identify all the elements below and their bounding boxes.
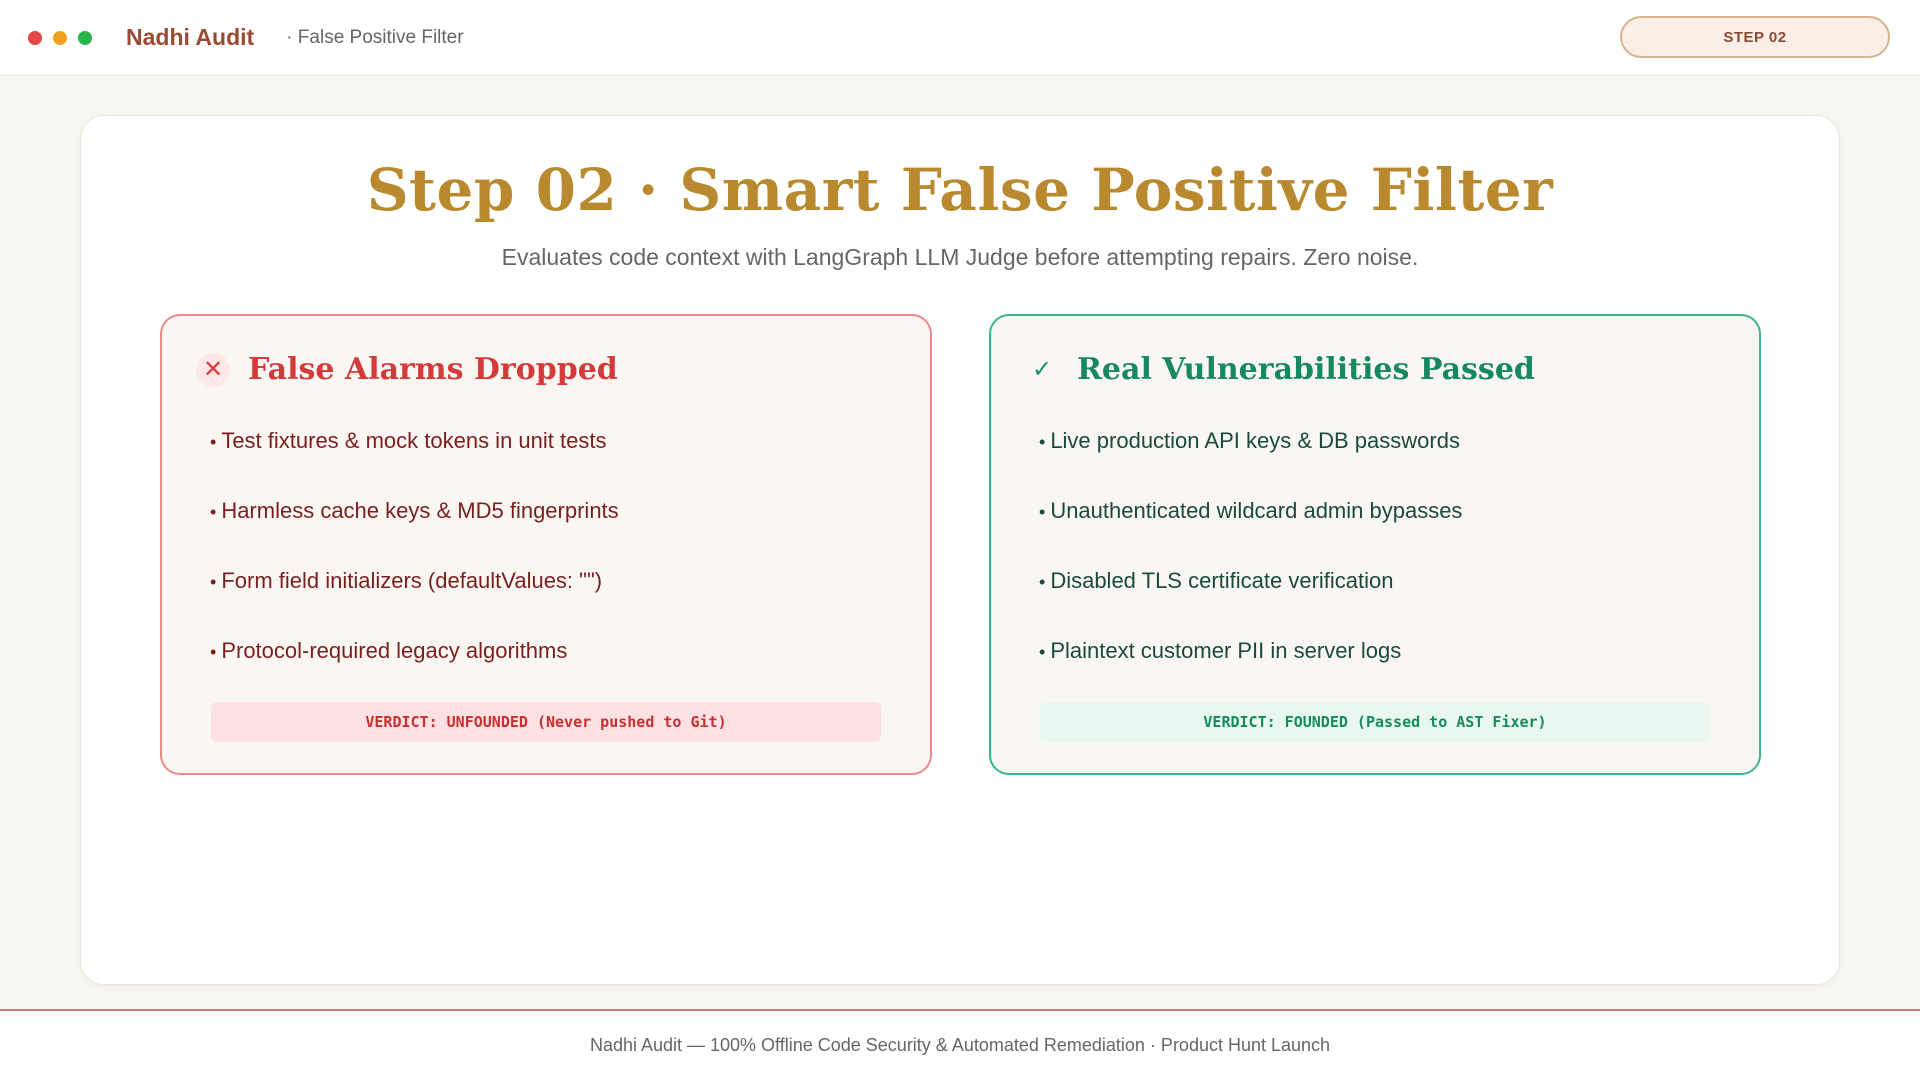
footer-text: Nadhi Audit — 100% Offline Code Security & Automated Remediation · Product Hunt Launch [589,1035,1331,1055]
top-bar [0,0,1920,76]
founded-verdict-badge: VERDICT: FOUNDED (Passed to AST Fixer) [1040,702,1710,742]
unfounded-verdict-badge: VERDICT: UNFOUNDED (Never pushed to Git) [211,702,881,742]
real-vulnerabilities-title: Real Vulnerabilities Passed [1077,352,1535,387]
window-minimize-button[interactable] [53,31,67,45]
list-item: • Form field initializers (defaultValues: "") [210,568,619,638]
close-icon: ✕ [196,353,230,387]
check-icon: ✓ [1031,355,1053,383]
list-item: • Test fixtures & mock tokens in unit tests [210,428,619,498]
false-alarms-header [196,352,618,387]
list-item: • Disabled TLS certificate verification [1039,568,1462,638]
real-vulnerabilities-header [1025,352,1535,387]
footer [0,1011,1920,1080]
list-item: • Plaintext customer PII in server logs [1039,638,1462,708]
page-subtitle: · False Positive Filter [286,26,464,48]
window-controls [28,31,92,45]
real-vulnerabilities-list [1039,428,1462,708]
window-maximize-button[interactable] [78,31,92,45]
false-alarms-title: False Alarms Dropped [248,352,618,387]
window-close-button[interactable] [28,31,42,45]
step-badge[interactable]: STEP 02 [1620,16,1890,58]
main-card [80,115,1840,985]
list-item: • Harmless cache keys & MD5 fingerprints [210,498,619,568]
list-item: • Unauthenticated wildcard admin bypasses [1039,498,1462,568]
false-alarms-panel [160,314,932,775]
list-item: • Live production API keys & DB passwords [1039,428,1462,498]
false-alarms-list [210,428,619,708]
page-title: Step 02 · Smart False Positive Filter [366,156,1554,224]
real-vulnerabilities-panel [989,314,1761,775]
app-name: Nadhi Audit [126,24,255,50]
list-item: • Protocol-required legacy algorithms [210,638,619,708]
page-lead: Evaluates code context with LangGraph LLM Judge before attempting repairs. Zero noise. [501,244,1419,270]
